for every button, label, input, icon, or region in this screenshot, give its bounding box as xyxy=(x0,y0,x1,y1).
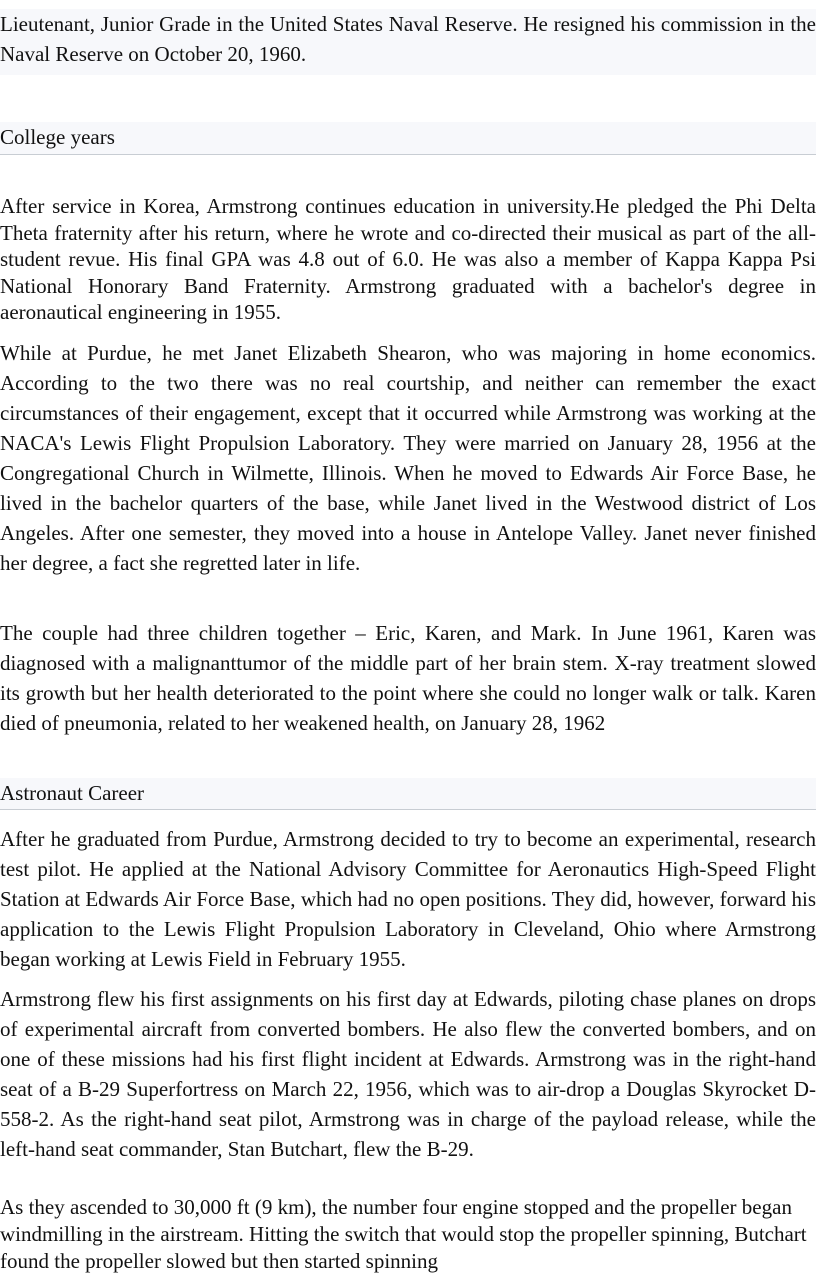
paragraph-first-assignments: Armstrong flew his first assignments on his first day at Edwards, piloting chase planes on drops of experimental aircraft from converted bombers. He also flew the converted bombers, and on one of these missions had his first flight incident at Edwards. Armstrong was in the right-hand seat of a B-29 Superfortress on March 22, 1956, which was to air-drop a Douglas Skyrocket D-558-2. As the right-hand seat pilot, Armstrong was in charge of the payload release, while the left-hand seat commander, Stan Butchart, flew the B-29. xyxy=(0,987,816,1161)
paragraph-test-pilot: After he graduated from Purdue, Armstrong decided to try to become an experimental, research test pilot. He applied at the National Advisory Committee for Aeronautics High-Speed Flight Station at Edwards Air Force Base, which had no open positions. They did, however, forward his application to the Lewis Flight Propulsion Laboratory in Cleveland, Ohio where Armstrong began working at Lewis Field in February 1955. xyxy=(0,827,816,971)
paragraph-at-purdue: While at Purdue, he met Janet Elizabeth Shearon, who was majoring in home economics. According to the two there was no real courtship, and neither can remember the exact circumstances of their engagement, except that it occurred while Armstrong was working at the NACA's Lewis Flight Propulsion Laboratory. They were married on January 28, 1956 at the Congregational Church in Wilmette, Illinois. When he moved to Edwards Air Force Base, he lived in the bachelor quarters of the base, while Janet lived in the Westwood district of Los Angeles. After one semester, they moved into a house in Antelope Valley. Janet never finished her degree, a fact she regretted later in life. xyxy=(0,341,816,575)
section-heading-college-years: College years xyxy=(0,122,816,155)
paragraph-naval-reserve: Lieutenant, Junior Grade in the United States Naval Reserve. He resigned his commission in the Naval Reserve on October 20, 1960. xyxy=(0,9,816,75)
paragraph-ascended: As they ascended to 30,000 ft (9 km), the number four engine stopped and the propeller began windmilling in the airstream. Hitting the switch that would stop the propeller spinning, Butchart found the propeller slowed but then started spinning xyxy=(0,1195,807,1273)
section-heading-astronaut-career: Astronaut Career xyxy=(0,778,816,810)
paragraph-after-korea: After service in Korea, Armstrong continues education in university.He pledged the Phi Delta Theta fraternity after his return, where he wrote and co-directed their musical as part of the all-student revue. His final GPA was 4.8 out of 6.0. He was also a member of Kappa Kappa Psi National Honorary Band Fraternity. Armstrong graduated with a bachelor's degree in aeronautical engineering in 1955. xyxy=(0,194,816,324)
paragraph-children: The couple had three children together – Eric, Karen, and Mark. In June 1961, Karen was diagnosed with a malignanttumor of the middle part of her brain stem. X-ray treatment slowed its growth but her health deteriorated to the point where she could no longer walk or talk. Karen died of pneumonia, related to her weakened health, on January 28, 1962 xyxy=(0,621,816,735)
